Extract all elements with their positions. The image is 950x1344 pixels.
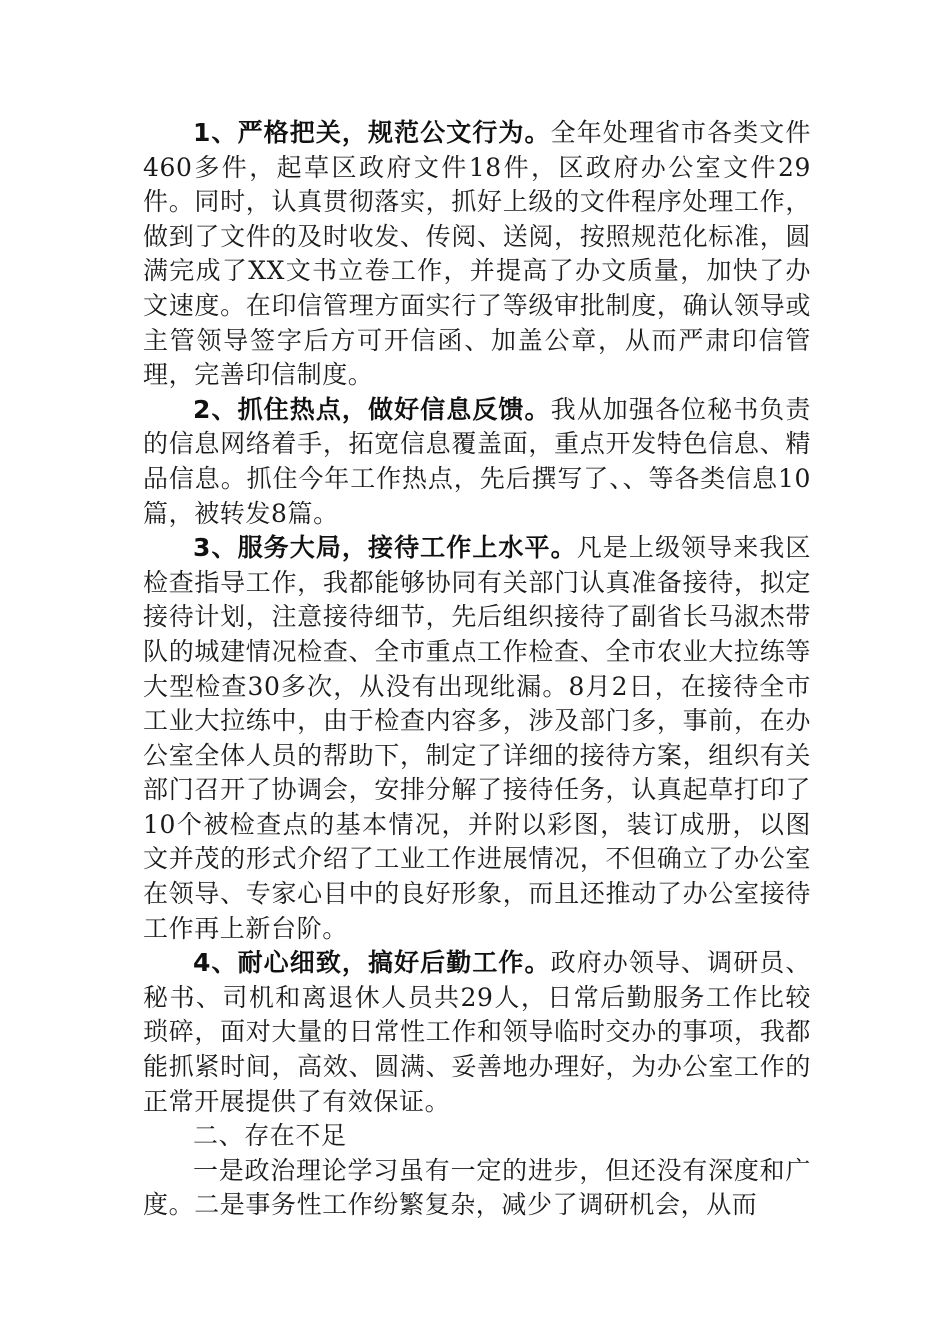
section-heading-shortcomings: 二、存在不足 (193, 1121, 347, 1151)
paragraph-information-feedback (143, 393, 811, 531)
document-body (143, 116, 811, 1223)
paragraph-lead-3: 3、服务大局，接待工作上水平。 (193, 533, 577, 563)
paragraph-shortcomings: 一是政治理论学习虽有一定的进步，但还没有深度和广度。二是事务性工作纷繁复杂，减少了调研机会，从而 (143, 1155, 811, 1220)
paragraph-logistics-work (143, 946, 811, 1119)
paragraph-reception-work (143, 531, 811, 946)
paragraph-text-3: 凡是上级领导来我区检查指导工作，我都能够协同有关部门认真准备接待，拟定接待计划，注意接待细节，先后组织接待了副省长马淑杰带队的城建情况检查、全市重点工作检查、全市农业大拉练等大型检查30多次，从没有出现纰漏。8月2日，在接待全市工业大拉练中，由于检查内容多，涉及部门多，事前，在办公室全体人员的帮助下，制定了详细的接待方案，组织有关部门召开了协调会，安排分解了接待任务，认真起草打印了10个被检查点的基本情况，并附以彩图，装订成册，以图文并茂的形式介绍了工业工作进展情况，不但确立了办公室在领导、专家心目中的良好形象，而且还推动了办公室接待工作再上新台阶。 (143, 533, 811, 943)
paragraph-lead-2: 2、抓住热点，做好信息反馈。 (193, 394, 551, 424)
paragraph-text-4: 政府办领导、调研员、秘书、司机和离退休人员共29人，日常后勤服务工作比较琐碎，面对大量的日常性工作和领导临时交办的事项，我都能抓紧时间，高效、圆满、妥善地办理好，为办公室工作的正常开展提供了有效保证。 (143, 948, 811, 1116)
paragraph-text-1: 全年处理省市各类文件460多件，起草区政府文件18件，区政府办公室文件29件。同时，认真贯彻落实，抓好上级的文件程序处理工作，做到了文件的及时收发、传阅、送阅，按照规范化标准，圆满完成了XX文书立卷工作，并提高了办文质量，加快了办文速度。在印信管理方面实行了等级审批制度，确认领导或主管领导签字后方可开信函、加盖公章，从而严肃印信管理，完善印信制度。 (143, 118, 811, 390)
paragraph-lead-1: 1、严格把关，规范公文行为。 (193, 118, 551, 147)
paragraph-text-2: 我从加强各位秘书负责的信息网络着手，拓宽信息覆盖面，重点开发特色信息、精品信息。抓住今年工作热点，先后撰写了、、等各类信息10篇，被转发8篇。 (143, 394, 811, 528)
paragraph-official-documents (143, 116, 811, 393)
paragraph-lead-4: 4、耐心细致，搞好后勤工作。 (193, 948, 551, 978)
